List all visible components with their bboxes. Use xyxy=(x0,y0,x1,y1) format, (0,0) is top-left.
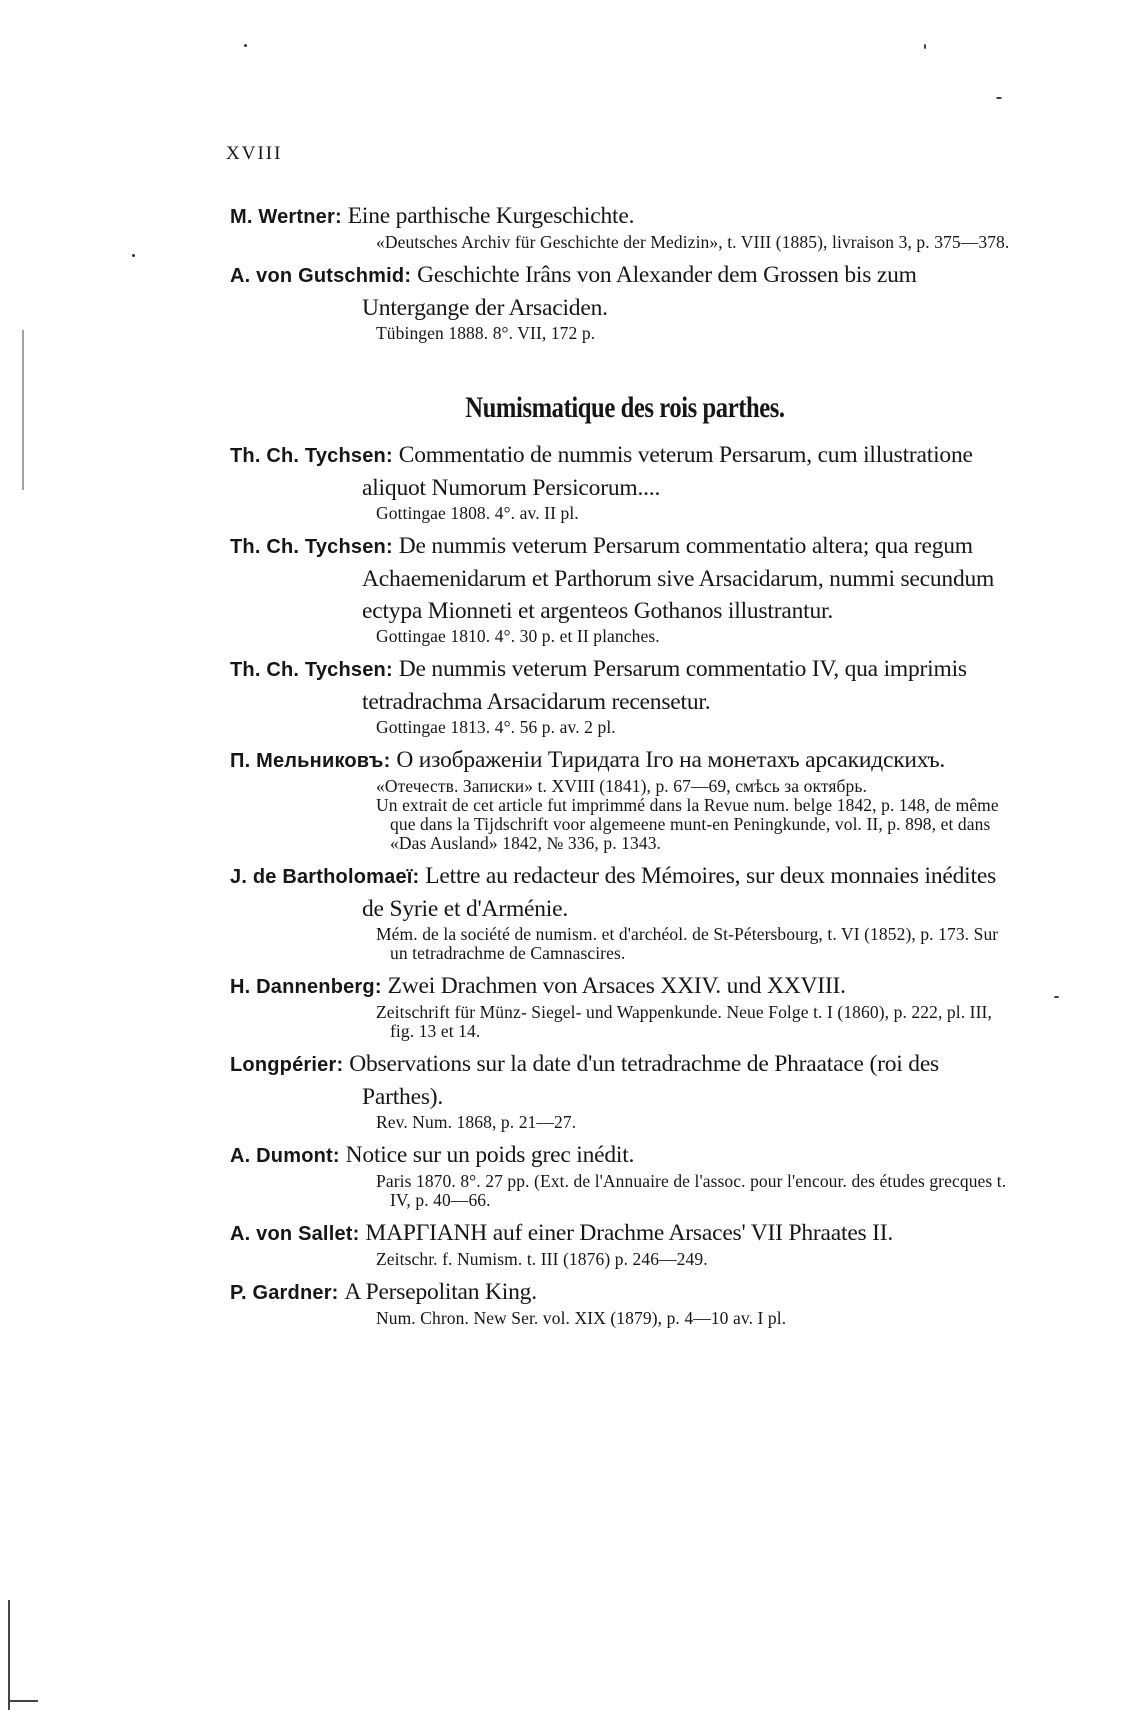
bibliography-entry xyxy=(230,259,1020,343)
bibliography-entry xyxy=(230,530,1020,646)
margin-mark xyxy=(8,1700,38,1702)
scan-speck xyxy=(924,44,926,49)
numismatics-entries xyxy=(230,439,1020,1328)
entry-heading xyxy=(230,1139,1020,1172)
entry-author: A. Dumont: xyxy=(230,1145,340,1167)
entry-heading xyxy=(230,1048,1020,1113)
entry-author: П. Мельниковъ: xyxy=(230,750,391,772)
entry-reference: «Отечеств. Записки» t. XVIII (1841), p. 67—69, смѣсь за октябрь. xyxy=(376,776,867,796)
entry-reference: Zeitschr. f. Numism. t. III (1876) p. 246—249. xyxy=(376,1249,708,1269)
entry-reference: Mém. de la société de numism. et d'archéol. de St-Pétersbourg, t. VI (1852), p. 173. Sur un tetradrachme de Camnascires. xyxy=(376,924,999,963)
entry-author: J. de Bartholomaeï: xyxy=(230,866,420,888)
entry-author: Th. Ch. Tychsen: xyxy=(230,445,393,467)
entry-author: A. von Gutschmid: xyxy=(230,265,412,287)
bibliography-entry xyxy=(230,439,1020,523)
entry-title: ΜΑΡΓΙΑΝΗ auf einer Drachme Arsaces' VII Phraates II. xyxy=(365,1220,894,1246)
entry-heading xyxy=(230,860,1020,925)
entry-heading xyxy=(230,259,1020,324)
entry-reference: Paris 1870. 8°. 27 pp. (Ext. de l'Annuaire de l'assoc. pour l'encour. des études grecques t. IV, p. 40—66. xyxy=(376,1171,1007,1210)
entry-reference: Un extrait de cet article fut imprimmé dans la Revue num. belge 1842, p. 148, de même que dans la Tijdschrift voor algemeene munt-en Peningkunde, vol. II, p. 898, et dans «Das Ausland» 1842, № 336, p. 1343. xyxy=(376,795,999,853)
entry-heading xyxy=(230,1276,1020,1309)
section-heading: Numismatique des rois parthes. xyxy=(465,391,785,424)
scan-speck xyxy=(1054,996,1059,998)
entry-title: Lettre au redacteur des Mémoires, sur deux monnaies inédites de Syrie et d'Arménie. xyxy=(362,863,997,922)
bibliography-entry xyxy=(230,1276,1020,1328)
entry-title: A Persepolitan King. xyxy=(344,1279,537,1305)
margin-mark xyxy=(22,330,24,490)
bibliography-entry xyxy=(230,744,1020,853)
margin-mark xyxy=(8,1600,10,1710)
entry-title: Commentatio de nummis veterum Persarum, cum illustratione aliquot Numorum Persicorum.... xyxy=(362,442,973,501)
entry-title: О изображенiи Тиридата Iго на монетахъ арсакидскихъ. xyxy=(396,747,946,773)
entry-heading xyxy=(230,200,1020,233)
entry-author: Th. Ch. Tychsen: xyxy=(230,536,393,558)
entry-heading xyxy=(230,530,1020,627)
entry-title: Zwei Drachmen von Arsaces XXIV. und XXVIII. xyxy=(387,973,846,999)
entry-author: M. Wertner: xyxy=(230,206,342,228)
entry-heading xyxy=(230,439,1020,504)
entry-author: A. von Sallet: xyxy=(230,1223,360,1245)
entry-heading xyxy=(230,744,1020,777)
bibliography-entry xyxy=(230,1217,1020,1269)
entry-title: Notice sur un poids grec inédit. xyxy=(345,1142,635,1168)
entry-author: Longpérier: xyxy=(230,1054,344,1076)
bibliography xyxy=(230,200,1020,1335)
bibliography-entry xyxy=(230,200,1020,252)
entry-title: Geschichte Irâns von Alexander dem Grossen bis zum Untergange der Arsaciden. xyxy=(362,262,917,321)
bibliography-entry xyxy=(230,1048,1020,1132)
entry-reference: Zeitschrift für Münz- Siegel- und Wappenkunde. Neue Folge t. I (1860), p. 222, pl. III, fig. 13 et 14. xyxy=(376,1002,992,1041)
entry-reference: Rev. Num. 1868, p. 21—27. xyxy=(376,1112,577,1132)
entry-heading xyxy=(230,1217,1020,1250)
entry-reference: Gottingae 1813. 4°. 56 p. av. 2 pl. xyxy=(376,717,616,737)
bibliography-entry xyxy=(230,970,1020,1041)
entry-reference: Gottingae 1810. 4°. 30 p. et II planches. xyxy=(376,626,660,646)
entry-author: Th. Ch. Tychsen: xyxy=(230,659,393,681)
entry-title: De nummis veterum Persarum commentatio IV, qua imprimis tetradrachma Arsacidarum recensetur. xyxy=(362,656,967,715)
entry-title: Observations sur la date d'un tetradrachme de Phraatace (roi des Parthes). xyxy=(349,1051,939,1110)
entry-reference: Gottingae 1808. 4°. av. II pl. xyxy=(376,503,579,523)
entry-reference: Num. Chron. New Ser. vol. XIX (1879), p. 4—10 av. I pl. xyxy=(376,1308,787,1328)
bibliography-entry xyxy=(230,860,1020,963)
entry-author: P. Gardner: xyxy=(230,1282,339,1304)
entry-heading xyxy=(230,653,1020,718)
page-number: XVIII xyxy=(226,143,283,164)
entry-reference: Tübingen 1888. 8°. VII, 172 p. xyxy=(376,323,596,343)
entries-before-heading xyxy=(230,200,1020,343)
entry-reference: «Deutsches Archiv für Geschichte der Medizin», t. VIII (1885), livraison 3, p. 375—378. xyxy=(376,232,1010,252)
bibliography-entry xyxy=(230,1139,1020,1210)
entry-title: Eine parthische Kurgeschichte. xyxy=(347,203,635,229)
bibliography-entry xyxy=(230,653,1020,737)
scan-speck xyxy=(132,254,135,257)
scan-speck xyxy=(244,44,247,47)
entry-title: De nummis veterum Persarum commentatio altera; qua regum Achaemenidarum et Parthorum sive Arsacidarum, nummi secundum ectypa Mionneti et argenteos Gothanos illustrantur. xyxy=(362,533,995,624)
entry-heading xyxy=(230,970,1020,1003)
entry-author: H. Dannenberg: xyxy=(230,976,382,998)
scan-speck xyxy=(996,97,1002,99)
